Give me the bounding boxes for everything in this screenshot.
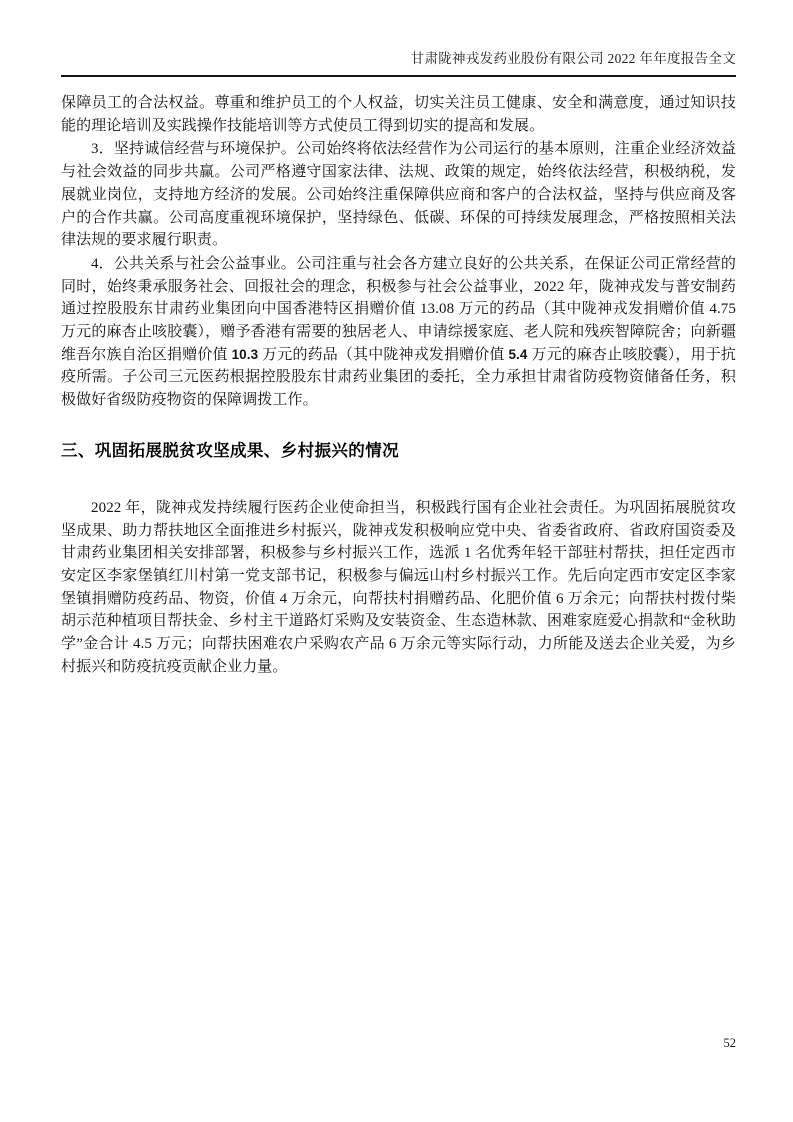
page-number: 52 [723,1036,736,1050]
paragraph-segment: 万元的药品（其中陇神戎发捐赠价值 [258,346,509,363]
paragraph-public-welfare [61,253,736,412]
page-content [61,50,736,678]
paragraph-employee-rights: 保障员工的合法权益。尊重和维护员工的个人权益，切实关注员工健康、安全和满意度，通过知识技能的理论培训及实践操作技能培训等方式使员工得到切实的提高和发展。 [61,95,736,134]
section-heading-rural-revitalization: 三、巩固拓展脱贫攻坚成果、乡村振兴的情况 [61,441,399,460]
paragraph-rural-revitalization: 2022 年，陇神戎发持续履行医药企业使命担当，积极践行国有企业社会责任。为巩固拓展脱贫攻坚成果、助力帮扶地区全面推进乡村振兴，陇神戎发积极响应党中央、省委省政府、省政府国资委及甘肃药业集团相关安排部署，积极参与乡村振兴工作，选派 1 名优秀年轻干部驻村帮扶，担任定西市安定区李家堡镇红川村第一党支部书记，积极参与偏远山村乡村振兴工作。先后向定西市安定区李家堡镇捐赠防疫药品、物资，价值 4 万余元，向帮扶村捐赠药品、化肥价值 6 万余元；向帮扶村拨付柴胡示范种植项目帮扶金、乡村主干道路灯采购及安装资金、生态造林款、困难家庭爱心捐款和“金秋助学”金合计 4.5 万元；向帮扶困难农户采购农产品 6 万余元等实际行动，力所能及送去企业关爱，为乡村振兴和防疫抗疫贡献企业力量。 [61,499,736,675]
paragraph-segment: 万元的麻杏止咳胶囊），用于抗疫所需。子公司三元医药根据控股股东甘肃药业集团的委托，全力承担甘肃省防疫物资储备任务，积极做好省级防疫物资的保障调拨工作。 [61,346,736,409]
xinjiang-donation-value: 10.3 [231,346,259,362]
report-header-title: 甘肃陇神戎发药业股份有限公司 2022 年年度报告全文 [410,51,736,66]
paragraph-segment: 4．公共关系与社会公益事业。公司注重与社会各方建立良好的公共关系，在保证公司正常经营的同时，始终秉承服务社会、回报社会的理念，积极参与社会公益事业，2022 年，陇神戎发与普安制药通过控股股东甘肃药业集团向中国香港特区捐赠价值 13.08 万元的药品（其中陇神戎发捐赠价值 4.75 万元的麻杏止咳胶囊），赠予香港有需要的独居老人、申请综援家庭、老人院和残疾智障院舍；向新疆维吾尔族自治区捐赠价值 [61,255,736,363]
longshen-donation-value: 5.4 [508,346,528,362]
header-divider [61,75,736,77]
paragraph-integrity-environment: 3．坚持诚信经营与环境保护。公司始终将依法经营作为公司运行的基本原则，注重企业经济效益与社会效益的同步共赢。公司严格遵守国家法律、法规、政策的规定，始终依法经营，积极纳税，发展就业岗位，支持地方经济的发展。公司始终注重保障供应商和客户的合法权益，坚持与供应商及客户的合作共赢。公司高度重视环境保护，坚持绿色、低碳、环保的可持续发展理念，严格按照相关法律法规的要求履行职责。 [61,141,736,249]
